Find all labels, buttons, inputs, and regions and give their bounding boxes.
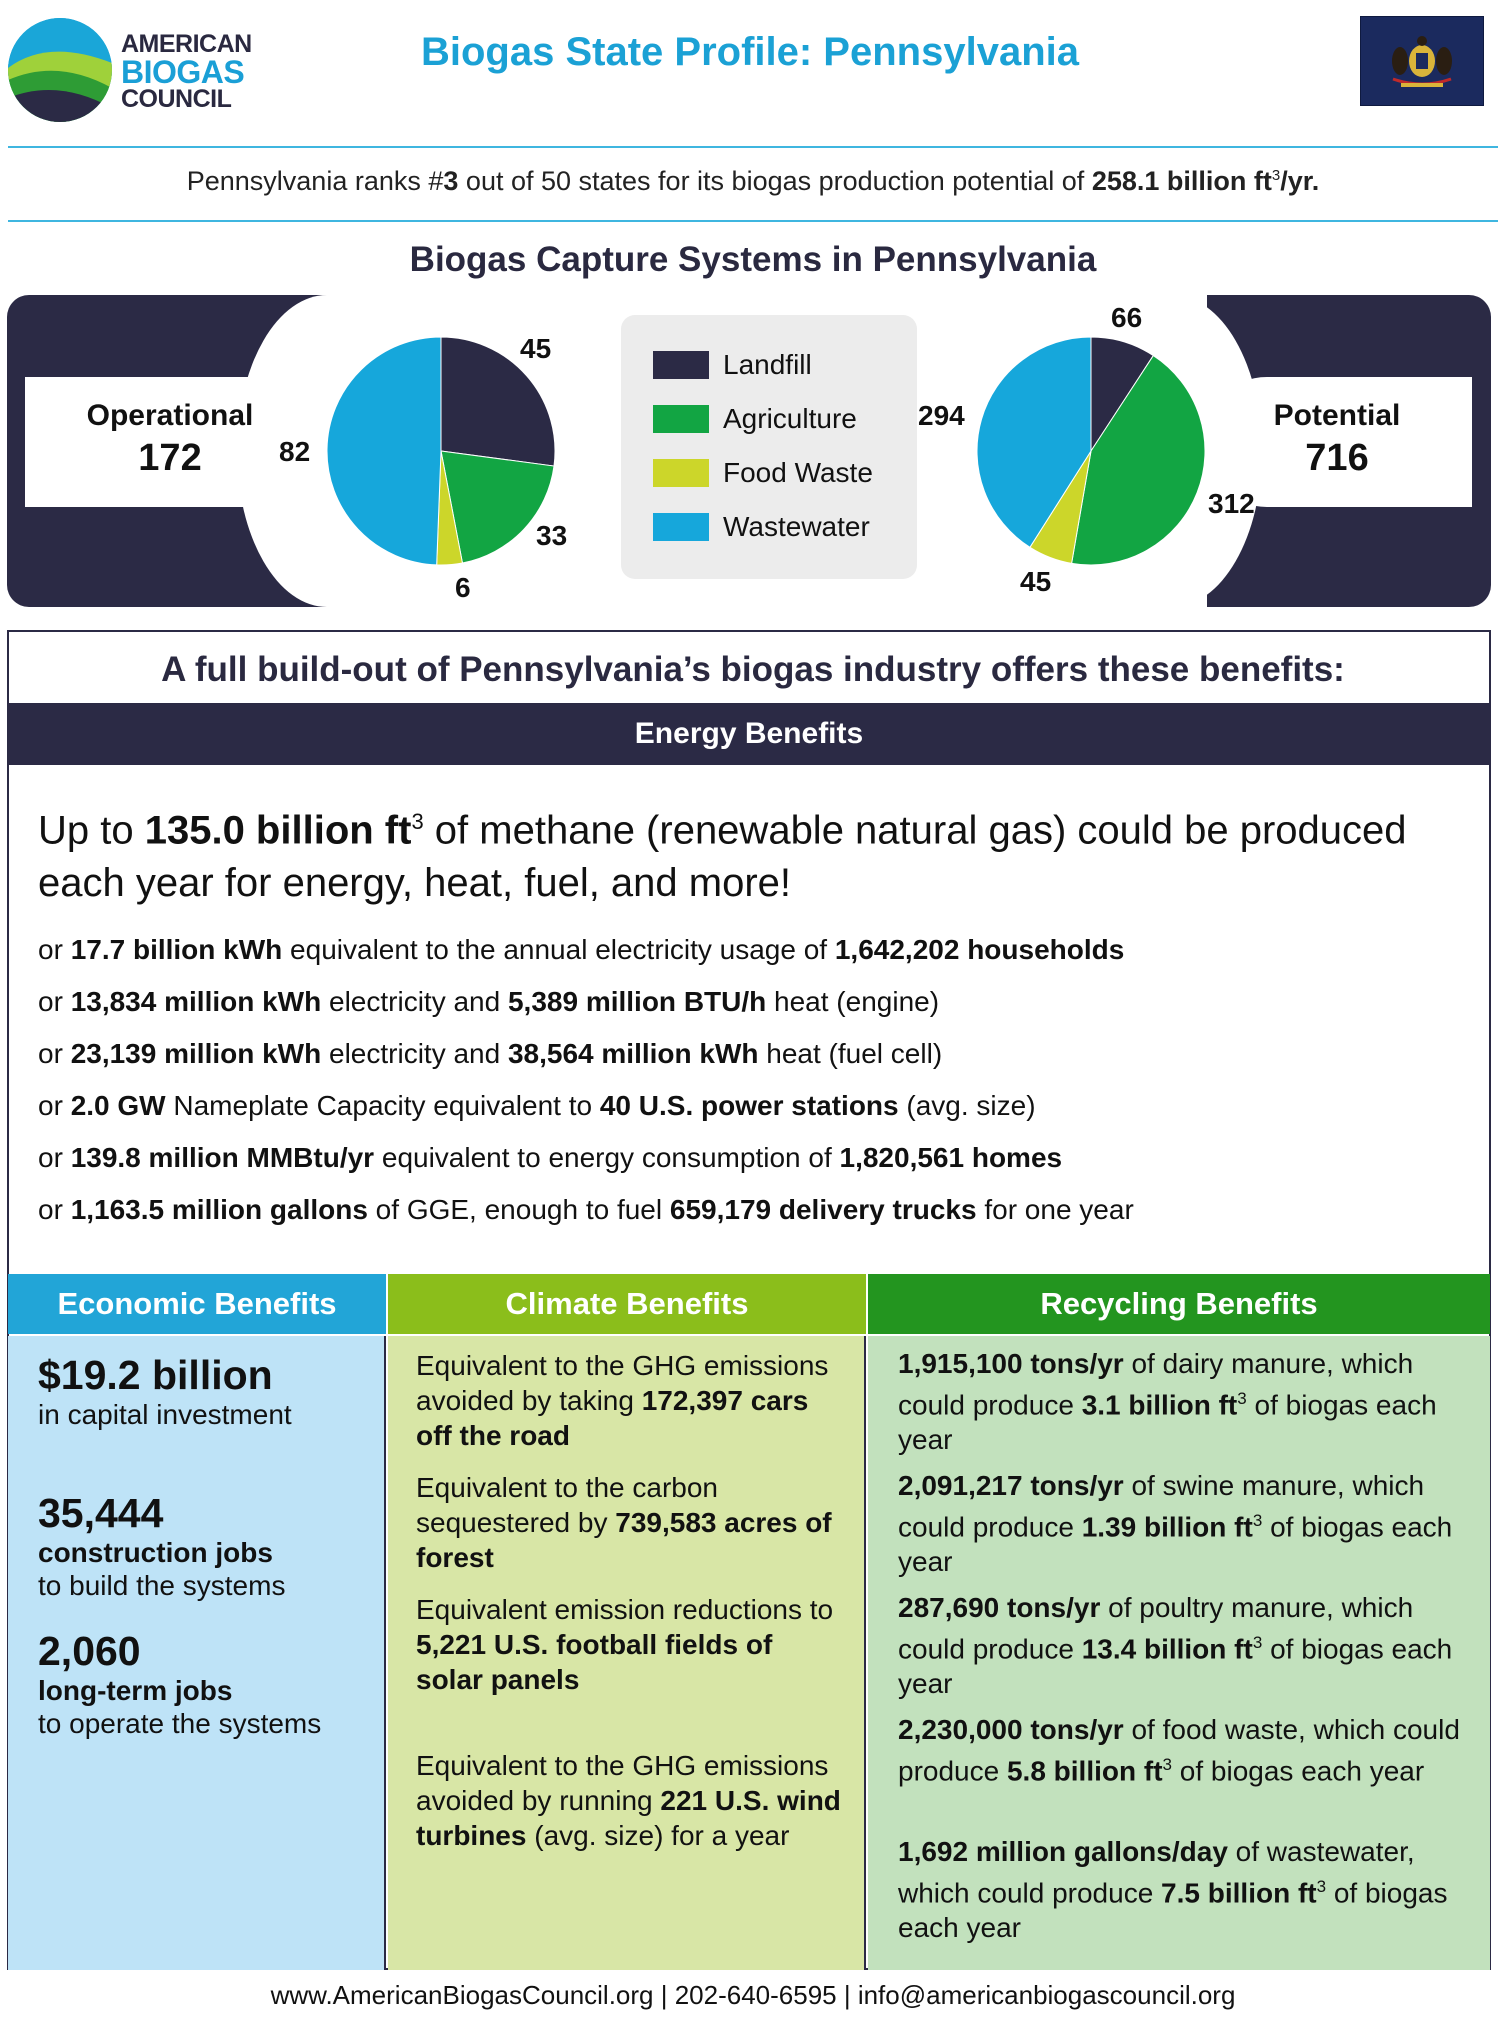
bold-value: 2,091,217 tons/yr [898, 1470, 1124, 1501]
logo-line-3: COUNCIL [121, 85, 232, 113]
bold-value: 221 U.S. wind turbines [416, 1785, 841, 1851]
economic-item-value: 2,060 [38, 1628, 141, 1674]
bold-value: 1,163.5 million gallons [70, 1194, 368, 1225]
economic-item-caption: in capital investment [38, 1399, 292, 1430]
rank-sup: 3 [1271, 167, 1281, 184]
bold-value: 40 U.S. power stations [599, 1090, 899, 1121]
bold-value: 7.5 billion ft [1161, 1877, 1317, 1909]
recycling-benefits-body [868, 1336, 1490, 1970]
text-segment: of dairy manure, which could produce [898, 1348, 1414, 1421]
rank-pre: Pennsylvania ranks # [186, 166, 444, 196]
legend-label: Wastewater [723, 511, 870, 542]
climate-item [416, 1592, 846, 1697]
header-divider [8, 146, 1498, 148]
economic-item-caption: to build the systems [38, 1570, 286, 1601]
text-segment: Equivalent to the GHG emissions avoided by running [416, 1750, 829, 1816]
text-segment: Equivalent to the GHG emissions avoided by taking [416, 1350, 829, 1416]
superscript: 3 [1316, 1877, 1327, 1896]
superscript: 3 [1252, 1511, 1263, 1530]
legend-label: Landfill [723, 349, 812, 380]
headline-methane-value: 135.0 billion ft [144, 808, 412, 853]
economic-item-value: 35,444 [38, 1490, 164, 1536]
text-segment: or [38, 1142, 71, 1173]
text-segment: (avg. size) for a year [526, 1820, 790, 1851]
pie-label-potential-food-waste: 45 [1020, 566, 1052, 597]
pie-label-operational-landfill: 45 [520, 333, 552, 364]
text-segment: of GGE, enough to fuel [367, 1194, 670, 1225]
headline-sup: 3 [411, 809, 424, 834]
rank-potential-value: 258.1 billion ft [1091, 166, 1272, 196]
bold-value: 1.39 billion ft [1081, 1511, 1253, 1543]
bold-value: 5,221 U.S. football fields of solar panels [416, 1629, 773, 1695]
bold-value: 659,179 delivery trucks [669, 1194, 977, 1225]
bold-value: 5,389 million BTU/h [507, 986, 767, 1017]
rank-divider [8, 220, 1498, 222]
energy-row [38, 1138, 1478, 1190]
text-segment: heat (engine) [766, 986, 940, 1017]
bold-value: 38,564 million kWh [507, 1038, 759, 1069]
rank-statement [0, 166, 1506, 197]
text-segment: Equivalent to the carbon sequestered by [416, 1472, 718, 1538]
operational-pie-chart [325, 335, 557, 567]
logo [8, 18, 268, 118]
text-segment: (avg. size) [898, 1090, 1036, 1121]
text-segment: of biogas each year [898, 1633, 1453, 1700]
superscript: 3 [1162, 1755, 1172, 1774]
bold-value: 2.0 GW [70, 1090, 166, 1121]
operational-value: 172 [138, 437, 202, 479]
bold-value: 287,690 tons/yr [898, 1592, 1101, 1623]
text-segment: or [38, 986, 71, 1017]
operational-label: Operational [86, 399, 254, 432]
economic-item-caption: to operate the systems [38, 1708, 322, 1739]
energy-row [38, 930, 1478, 982]
text-segment: of biogas each year [1172, 1755, 1425, 1787]
economic-item [38, 1628, 378, 1740]
text-segment: equivalent to energy consumption of [374, 1142, 840, 1173]
text-segment: of biogas each year [898, 1877, 1448, 1944]
superscript: 3 [1237, 1389, 1247, 1408]
benefits-title: A full build-out of Pennsylvania’s biogas industry offers these benefits: [161, 650, 1345, 689]
bold-value: 1,642,202 households [834, 934, 1125, 965]
text-segment: of biogas each year [898, 1511, 1453, 1578]
text-segment: of biogas each year [898, 1389, 1437, 1456]
rank-post: /yr. [1280, 166, 1320, 196]
pennsylvania-flag-icon [1360, 16, 1484, 106]
bold-value: 2,230,000 tons/yr [898, 1714, 1124, 1745]
text-segment: electricity and [321, 1038, 508, 1069]
climate-benefits-body [388, 1336, 866, 1970]
bold-value: 1,692 million gallons/day [898, 1836, 1228, 1867]
logo-wordmark [121, 32, 252, 112]
pie-label-potential-landfill: 66 [1111, 302, 1143, 333]
bold-value: 17.7 billion kWh [70, 934, 283, 965]
climate-item [416, 1748, 846, 1853]
text-segment: of swine manure, which could produce [898, 1470, 1425, 1543]
legend-swatch [653, 513, 709, 541]
logo-line-1: AMERICAN [121, 30, 252, 58]
energy-row [38, 1086, 1478, 1138]
recycling-benefits-header: Recycling Benefits [868, 1274, 1490, 1334]
text-segment: equivalent to the annual electricity usage of [282, 934, 835, 965]
economic-item-bold-caption: construction jobs [38, 1537, 273, 1568]
pie-label-operational-food-waste: 6 [455, 572, 471, 603]
recycling-item [898, 1346, 1468, 1457]
operational-pill [25, 377, 315, 507]
bold-value: 5.8 billion ft [1006, 1755, 1163, 1787]
legend [621, 315, 917, 579]
climate-benefits-header: Climate Benefits [388, 1274, 866, 1334]
headline-pre: Up to [38, 808, 145, 853]
pie-slice-wastewater [327, 337, 441, 565]
legend-swatch [653, 459, 709, 487]
energy-row [38, 982, 1478, 1034]
climate-item [416, 1470, 846, 1575]
text-segment: heat (fuel cell) [758, 1038, 943, 1069]
potential-pie-chart [975, 335, 1207, 567]
text-segment: of wastewater, which could produce [898, 1836, 1415, 1909]
text-segment: electricity and [321, 986, 508, 1017]
legend-swatch [653, 405, 709, 433]
text-segment: for one year [976, 1194, 1134, 1225]
energy-row [38, 1034, 1478, 1086]
climate-item [416, 1348, 846, 1453]
text-segment: or [38, 934, 71, 965]
text-segment: or [38, 1090, 71, 1121]
bold-value: 13,834 million kWh [70, 986, 322, 1017]
legend-swatch [653, 351, 709, 379]
bold-value: 13.4 billion ft [1081, 1633, 1253, 1665]
logo-hills-icon [8, 18, 112, 122]
bold-value: 139.8 million MMBtu/yr [70, 1142, 375, 1173]
pie-label-operational-wastewater: 82 [279, 436, 311, 467]
page-title: Biogas State Profile: Pennsylvania [421, 30, 1079, 74]
rank-mid: out of 50 states for its biogas production potential of [458, 166, 1092, 196]
headline-post: of methane (renewable natural gas) could be produced each year for energy, heat, fuel, and more! [38, 808, 1407, 906]
legend-label: Agriculture [723, 403, 857, 434]
energy-equivalents-list [38, 930, 1478, 1242]
economic-benefits-header: Economic Benefits [8, 1274, 386, 1334]
text-segment: Nameplate Capacity equivalent to [165, 1090, 600, 1121]
capture-panel [7, 295, 1491, 607]
potential-value: 716 [1305, 437, 1369, 479]
logo-line-2: BIOGAS [121, 54, 245, 90]
text-segment: Equivalent emission reductions to [416, 1594, 834, 1625]
recycling-item [898, 1590, 1468, 1701]
bold-value: 3.1 billion ft [1081, 1389, 1238, 1421]
pie-label-operational-agriculture: 33 [536, 520, 568, 551]
economic-benefits-body [8, 1336, 386, 1970]
footer-contact: www.AmericanBiogasCouncil.org | 202-640-6595 | info@americanbiogascouncil.org [270, 1980, 1236, 2010]
bold-value: 739,583 acres of forest [416, 1507, 832, 1573]
economic-item-value: $19.2 billion [38, 1352, 273, 1398]
economic-item [38, 1352, 378, 1431]
legend-label: Food Waste [723, 457, 873, 488]
recycling-item [898, 1468, 1468, 1579]
bold-value: 23,139 million kWh [70, 1038, 322, 1069]
economic-item-bold-caption: long-term jobs [38, 1675, 233, 1706]
text-segment: or [38, 1194, 71, 1225]
energy-row [38, 1190, 1478, 1242]
energy-headline [38, 795, 1458, 910]
bold-value: 172,397 cars off the road [416, 1385, 809, 1451]
bold-value: 1,915,100 tons/yr [898, 1348, 1124, 1379]
rank-number: 3 [443, 166, 459, 196]
header [0, 0, 1506, 150]
superscript: 3 [1252, 1633, 1263, 1652]
text-segment: of poultry manure, which could produce [898, 1592, 1414, 1665]
text-segment: of food waste, which could produce [898, 1714, 1460, 1787]
energy-benefits-header: Energy Benefits [8, 703, 1490, 765]
economic-item [38, 1490, 378, 1602]
pie-label-potential-wastewater: 294 [918, 400, 965, 431]
bold-value: 1,820,561 homes [839, 1142, 1063, 1173]
capture-title: Biogas Capture Systems in Pennsylvania [409, 240, 1097, 279]
pie-label-potential-agriculture: 312 [1208, 488, 1255, 519]
recycling-item [898, 1834, 1468, 1945]
recycling-item [898, 1712, 1468, 1788]
potential-label: Potential [1273, 399, 1401, 432]
text-segment: or [38, 1038, 71, 1069]
